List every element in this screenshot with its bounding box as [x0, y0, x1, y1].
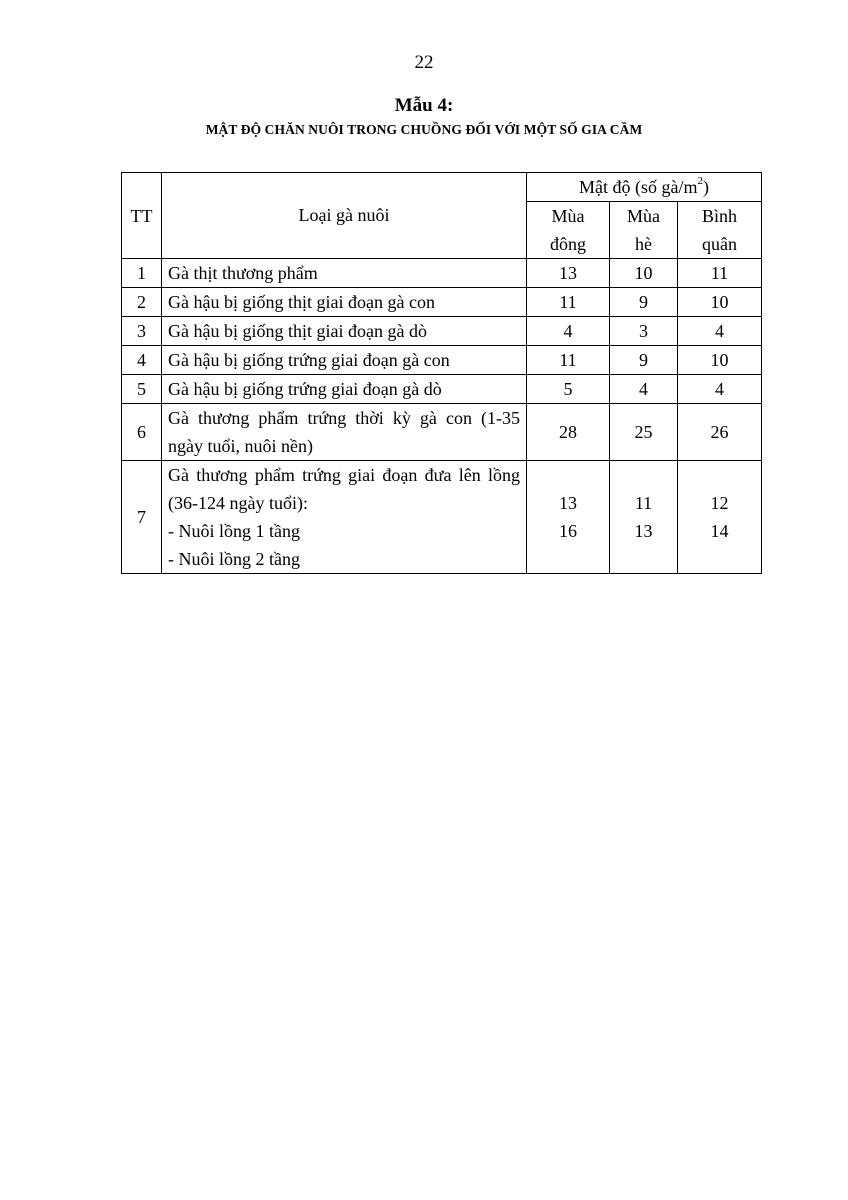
row-type-line-3: - Nuôi lồng 2 tầng: [168, 549, 300, 569]
page-number: 22: [414, 52, 434, 73]
row-type-line-2: - Nuôi lồng 1 tầng: [168, 521, 300, 541]
table-row: [122, 404, 762, 461]
header-winter-line-2: đông: [550, 234, 586, 254]
table-row: [122, 461, 762, 574]
row-summer-line-1: 11: [634, 493, 653, 513]
row-average: 26: [678, 404, 762, 461]
row-average-line-2: 14: [710, 521, 729, 541]
row-tt: 1: [122, 259, 162, 288]
table-row: [122, 346, 762, 375]
row-tt: 2: [122, 288, 162, 317]
row-winter: 13: [527, 259, 610, 288]
row-type: [162, 461, 527, 574]
header-density: [527, 173, 762, 202]
row-summer-line-2: 13: [634, 521, 653, 541]
row-tt: 6: [122, 404, 162, 461]
density-table: [121, 172, 762, 574]
header-tt: TT: [122, 173, 162, 259]
row-type: Gà hậu bị giống trứng giai đoạn gà con: [162, 346, 527, 375]
row-average: 10: [678, 346, 762, 375]
header-type: Loại gà nuôi: [162, 173, 527, 259]
row-winter: 11: [527, 288, 610, 317]
form-title: Mẫu 4:: [394, 95, 454, 116]
header-average-line-1: Bình: [702, 206, 738, 226]
row-type-line-1: Gà thương phẩm trứng giai đoạn đưa lên lồng (36-124 ngày tuổi):: [168, 465, 520, 513]
row-summer: 10: [610, 259, 678, 288]
row-average: 4: [678, 375, 762, 404]
header-summer: [610, 202, 678, 259]
row-average: 11: [678, 259, 762, 288]
row-winter: 11: [527, 346, 610, 375]
row-winter-line-1: 13: [559, 493, 577, 513]
row-type: Gà hậu bị giống trứng giai đoạn gà dò: [162, 375, 527, 404]
table-row: [122, 288, 762, 317]
row-winter: 28: [527, 404, 610, 461]
row-summer: 3: [610, 317, 678, 346]
table-row: [122, 375, 762, 404]
row-average: 10: [678, 288, 762, 317]
header-average: [678, 202, 762, 259]
header-average-line-2: quân: [702, 234, 738, 254]
header-summer-line-1: Mùa: [627, 206, 660, 226]
row-average: 4: [678, 317, 762, 346]
row-type: Gà hậu bị giống thịt giai đoạn gà con: [162, 288, 527, 317]
header-density-sup: 2: [697, 175, 704, 187]
header-summer-line-2: hè: [635, 234, 652, 254]
row-summer: 9: [610, 288, 678, 317]
table-row: [122, 317, 762, 346]
row-type: Gà thương phẩm trứng thời kỳ gà con (1-35 ngày tuổi, nuôi nền): [162, 404, 527, 461]
row-average-line-1: 12: [710, 493, 729, 513]
row-winter: 4: [527, 317, 610, 346]
row-tt: 5: [122, 375, 162, 404]
table-title: MẬT ĐỘ CHĂN NUÔI TRONG CHUỒNG ĐỐI VỚI MỘT SỐ GIA CẦM: [205, 122, 643, 137]
header-winter-line-1: Mùa: [551, 206, 585, 226]
row-summer: [610, 461, 678, 574]
row-type: Gà hậu bị giống thịt giai đoạn gà dò: [162, 317, 527, 346]
row-tt: 4: [122, 346, 162, 375]
header-density-close: ): [703, 177, 710, 197]
row-summer: 9: [610, 346, 678, 375]
row-winter: 5: [527, 375, 610, 404]
header-row-1: [122, 173, 762, 202]
row-winter: [527, 461, 610, 574]
table-row: [122, 259, 762, 288]
row-average: [678, 461, 762, 574]
row-summer: 4: [610, 375, 678, 404]
row-tt: 3: [122, 317, 162, 346]
row-type: Gà thịt thương phẩm: [162, 259, 527, 288]
row-summer: 25: [610, 404, 678, 461]
header-winter: [527, 202, 610, 259]
row-winter-line-2: 16: [559, 521, 577, 541]
header-density-text: Mật độ (số gà/m: [579, 177, 698, 197]
row-tt: 7: [122, 461, 162, 574]
